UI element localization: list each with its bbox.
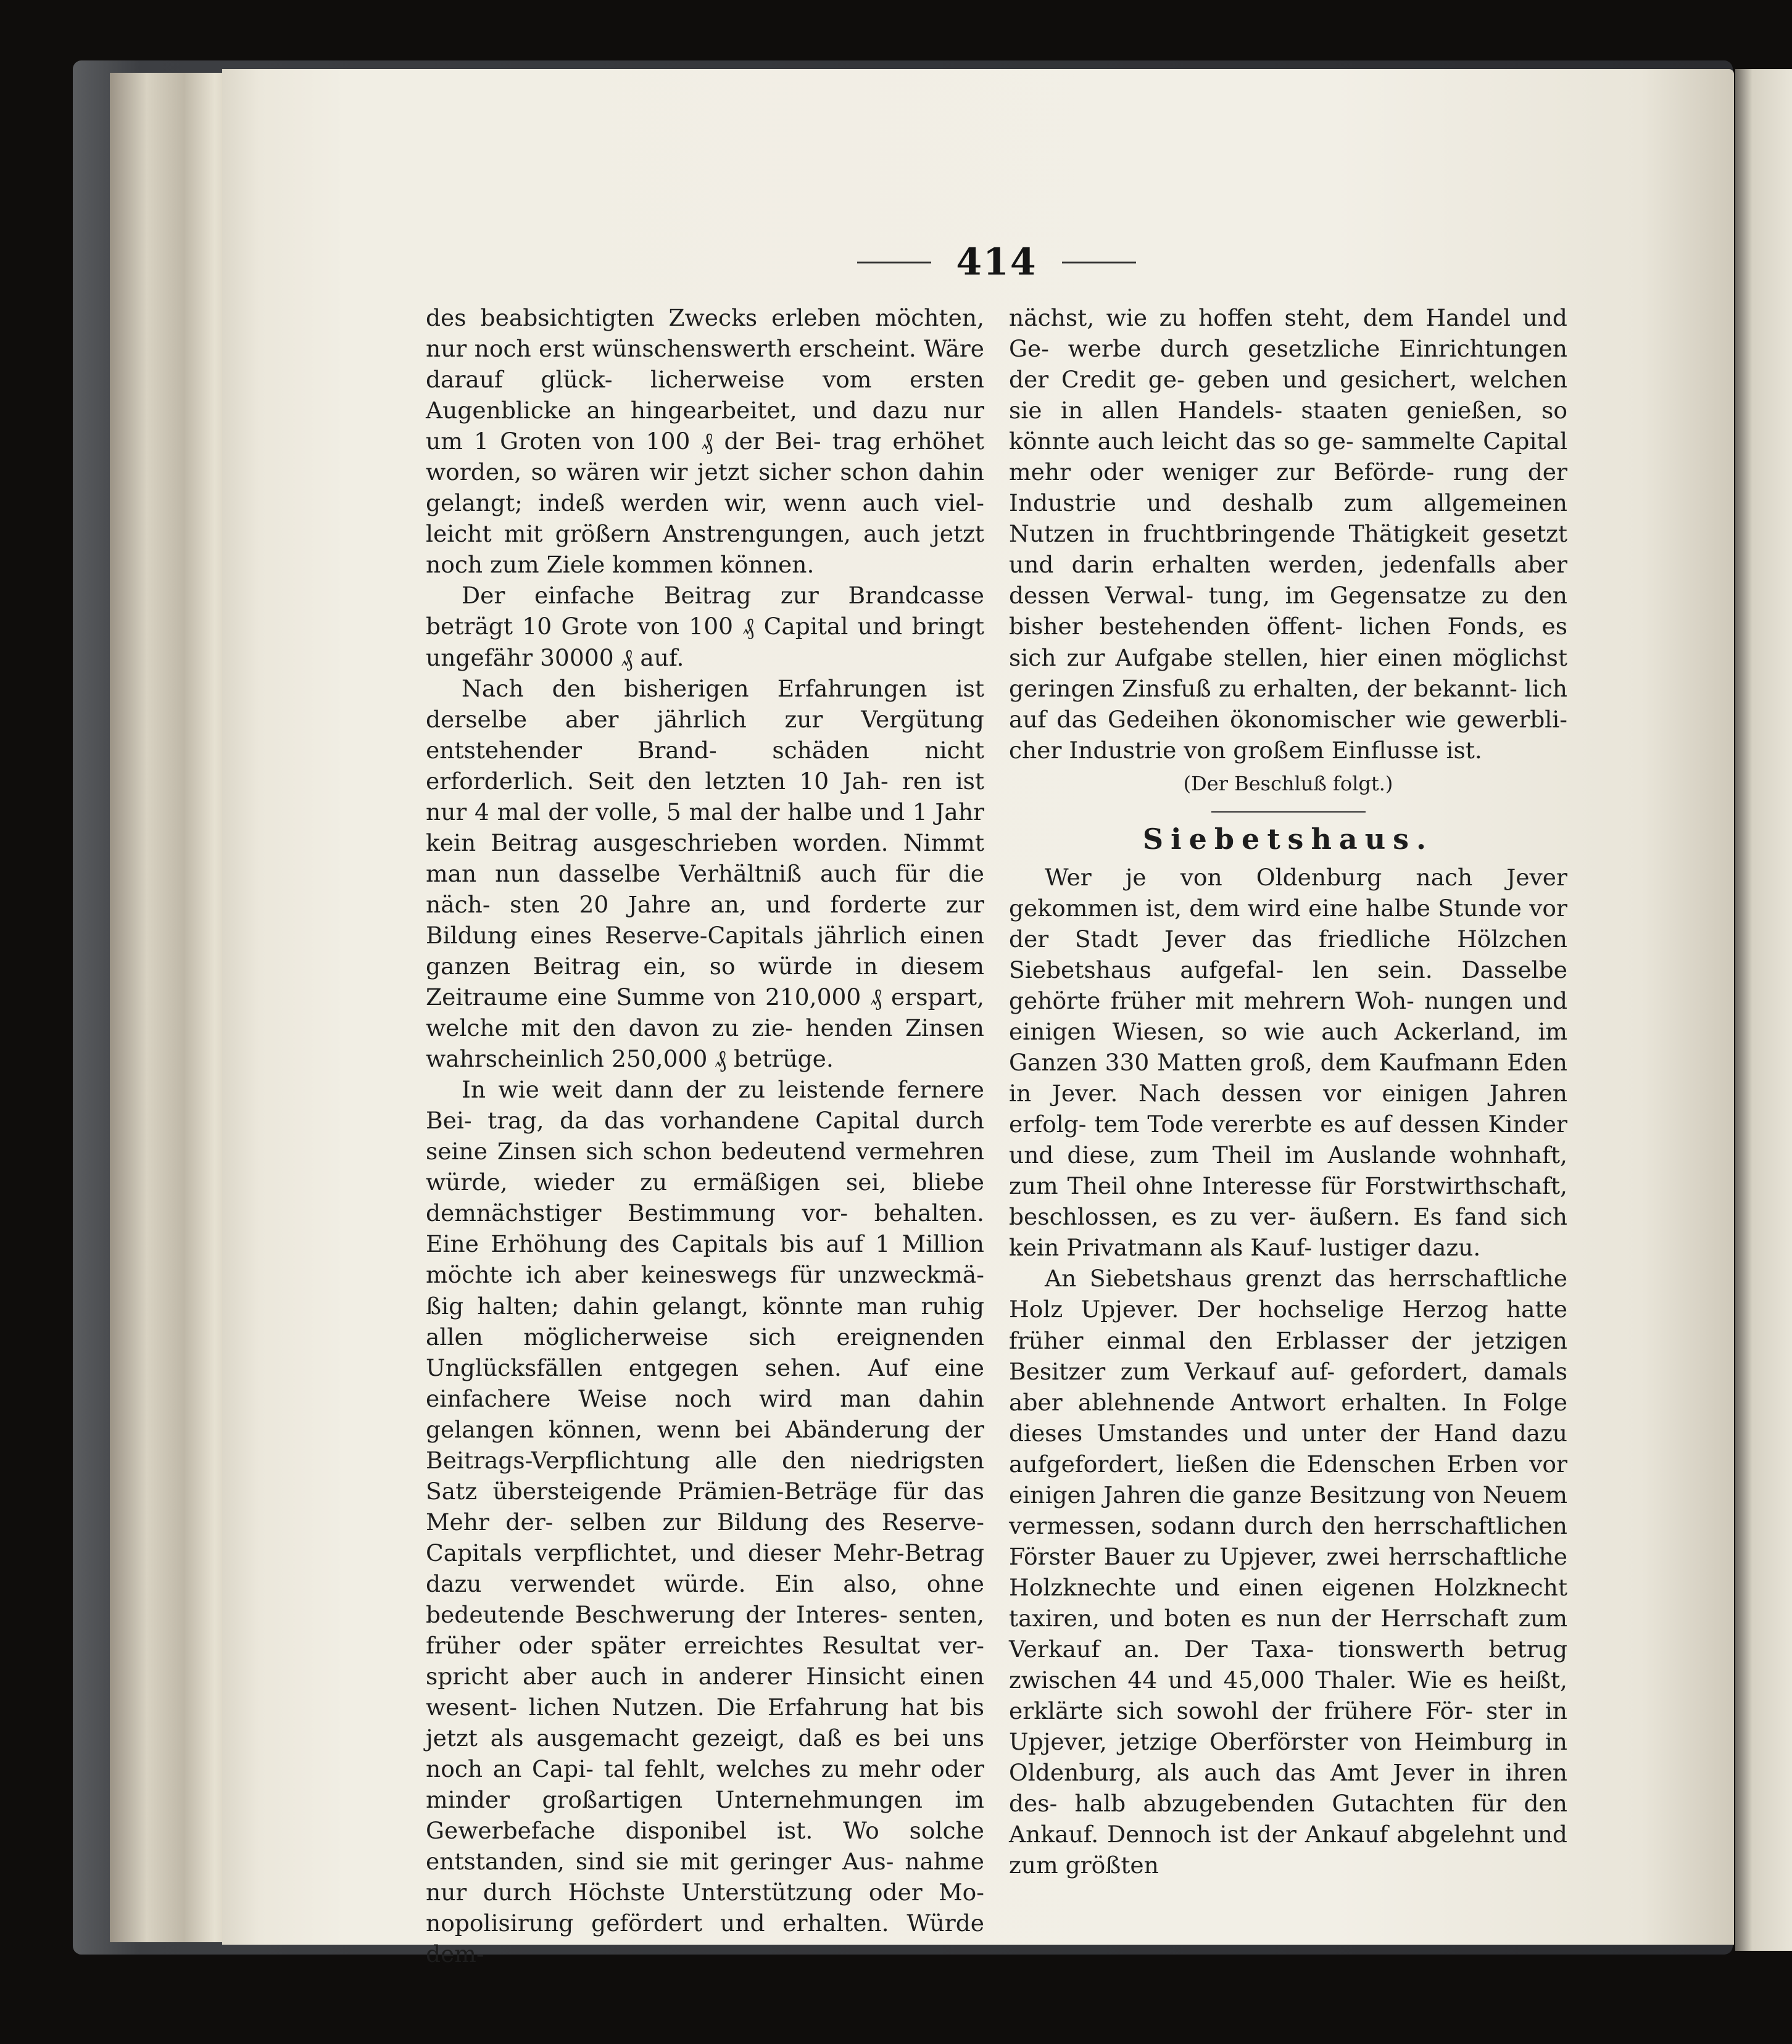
left-column (426, 302, 984, 1970)
section-divider (1211, 811, 1366, 813)
header-rule-right (1062, 262, 1136, 263)
paragraph: Nach den bisherigen Erfahrungen ist derselbe aber jährlich zur Vergütung entstehender Brand- schäden nicht erforderlich. Seit den letzten 10 Jah- ren ist nur 4 mal der volle, 5 mal der halbe und 1 Jahr kein Beitrag ausgeschrieben worden. Nimmt man nun dasselbe Verhältniß auch für die näch- sten 20 Jahre an, und forderte zur Bildung eines Reserve-Capitals jährlich einen ganzen Beitrag ein, so würde in diesem Zeitraume eine Summe von 210,000 ₰ erspart, welche mit den davon zu zie- henden Zinsen wahrscheinlich 250,000 ₰ betrüge. (426, 674, 984, 1073)
header-rule-left (857, 262, 931, 263)
page-header (833, 238, 1160, 287)
paragraph: Der einfache Beitrag zur Brandcasse beträgt 10 Grote von 100 ₰ Capital und bringt ungefähr 30000 ₰ auf. (426, 582, 984, 671)
article-heading: Siebetshaus. (1142, 822, 1434, 856)
right-column (1009, 302, 1567, 1881)
paragraph: Wer je von Oldenburg nach Jever gekommen ist, dem wird eine halbe Stunde vor der Stadt Jever das friedliche Hölzchen Siebetshaus aufgefal- len sein. Dasselbe gehörte früher mit mehrern Woh- nungen und einigen Wiesen, so wie auch Ackerland, im Ganzen 330 Matten groß, dem Kaufmann Eden in Jever. Nach dessen vor einigen Jahren erfolg- tem Tode vererbte es auf dessen Kinder und diese, zum Theil im Auslande wohnhaft, zum Theil ohne Interesse für Forstwirthschaft, beschlossen, es zu ver- äußern. Es fand sich kein Privatmann als Kauf- lustiger dazu. (1009, 863, 1567, 1262)
page-number: 414 (956, 241, 1037, 284)
paragraph: nächst, wie zu hoffen steht, dem Handel und Ge- werbe durch gesetzliche Einrichtungen der Credit ge- geben und gesichert, welchen sie in allen Handels- staaten genießen, so könnte auch leicht das so ge- sammelte Capital mehr oder weniger zur Beförde- rung der Industrie und deshalb zum allgemeinen Nutzen in fruchtbringende Thätigkeit gesetzt und darin erhalten werden, jedenfalls aber dessen Verwal- tung, im Gegensatze zu den bisher bestehenden öffent- lichen Fonds, es sich zur Aufgabe stellen, hier einen möglichst geringen Zinsfuß zu erhalten, der bekannt- lich auf das Gedeihen ökonomischer wie gewerbli- cher Industrie von großem Einflusse ist. (1009, 304, 1567, 764)
paragraph: In wie weit dann der zu leistende fernere Bei- trag, da das vorhandene Capital durch seine Zinsen sich schon bedeutend vermehren würde, wieder zu ermäßigen sei, bliebe demnächstiger Bestimmung vor- behalten. Eine Erhöhung des Capitals bis auf 1 Million möchte ich aber keineswegs für unzweckmä- ßig halten; dahin gelangt, könnte man ruhig allen möglicherweise sich ereignenden Unglücksfällen entgegen sehen. Auf eine einfachere Weise noch wird man dahin gelangen können, wenn bei Abänderung der Beitrags-Verpflichtung alle den niedrigsten Satz übersteigende Prämien-Beträge für das Mehr der- selben zur Bildung des Reserve-Capitals verpflichtet, und dieser Mehr-Betrag dazu verwendet würde. Ein also, ohne bedeutende Beschwerung der Interes- senten, früher oder später erreichtes Resultat ver- spricht aber auch in anderer Hinsicht einen wesent- lichen Nutzen. Die Erfahrung hat bis jetzt als ausgemacht gezeigt, daß es bei uns noch an Capi- tal fehlt, welches zu mehr oder minder großartigen Unternehmungen im Gewerbefache disponibel ist. Wo solche entstanden, sind sie mit geringer Aus- nahme nur durch Höchste Unterstützung oder Mo- nopolisirung gefördert und erhalten. Würde dem- (426, 1076, 984, 1968)
continuation-note: (Der Beschluß folgt.) (1183, 771, 1393, 795)
paragraph: des beabsichtigten Zwecks erleben möchten, nur noch erst wünschenswerth erscheint. Wäre darauf glück- licherweise vom ersten Augenblicke an hingearbeitet, und dazu nur um 1 Groten von 100 ₰ der Bei- trag erhöhet worden, so wären wir jetzt sicher schon dahin gelangt; indeß werden wir, wenn auch viel- leicht mit größern Anstrengungen, auch jetzt noch zum Ziele kommen können. (426, 304, 984, 579)
paragraph: An Siebetshaus grenzt das herrschaftliche Holz Upjever. Der hochselige Herzog hatte früher einmal den Erblasser der jetzigen Besitzer zum Verkauf auf- gefordert, damals aber ablehnende Antwort erhalten. In Folge dieses Umstandes und unter der Hand dazu aufgefordert, ließen die Edenschen Erben vor einigen Jahren die ganze Besitzung von Neuem vermessen, sodann durch den herrschaftlichen Förster Bauer zu Upjever, zwei herrschaftliche Holzknechte und einen eigenen Holzknecht taxiren, und boten es nun der Herrschaft zum Verkauf an. Der Taxa- tionswerth betrug zwischen 44 und 45,000 Thaler. Wie es heißt, erklärte sich sowohl der frühere För- ster in Upjever, jetzige Oberförster von Heimburg in Oldenburg, als auch das Amt Jever in ihren des- halb abzugebenden Gutachten für den Ankauf. Dennoch ist der Ankauf abgelehnt und zum größten (1009, 1265, 1567, 1879)
facing-page-edge (1735, 69, 1792, 1951)
